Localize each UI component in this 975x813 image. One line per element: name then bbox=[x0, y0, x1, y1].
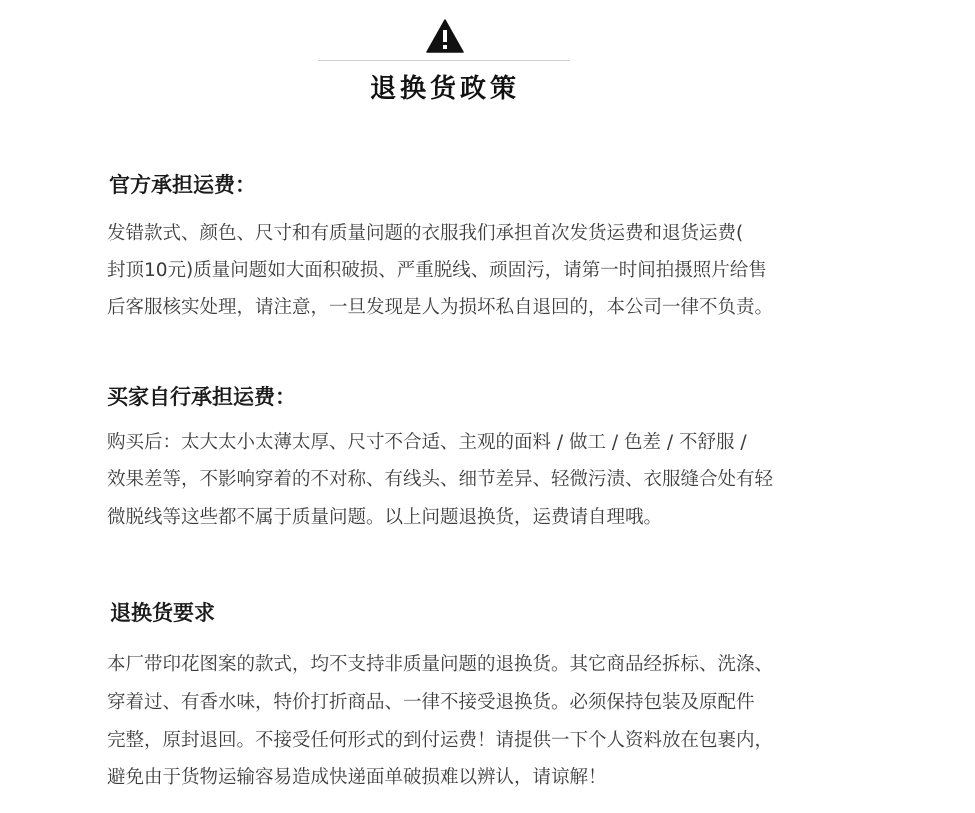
paragraph-line: 完整，原封退回。不接受任何形式的到付运费！请提供一下个人资料放在包裹内， bbox=[107, 730, 774, 751]
paragraph-line: 本厂带印花图案的款式，均不支持非质量问题的退换货。其它商品经拆标、洗涤、 bbox=[107, 654, 774, 675]
paragraph-line: 避免由于货物运输容易造成快递面单破损难以辨认，请谅解！ bbox=[107, 767, 607, 788]
section-heading-return-requirements: 退换货要求 bbox=[110, 601, 215, 625]
paragraph-line: 后客服核实处理，请注意，一旦发现是人为损坏私自退回的，本公司一律不负责。 bbox=[107, 297, 774, 318]
warning-icon bbox=[426, 19, 464, 53]
paragraph-line: 微脱线等这些都不属于质量问题。以上问题退换货，运费请自理哦。 bbox=[107, 507, 663, 528]
section-heading-buyer-shipping: 买家自行承担运费： bbox=[107, 385, 296, 409]
section-heading-official-shipping: 官方承担运费： bbox=[109, 173, 256, 197]
paragraph-line: 封顶10元)质量问题如大面积破损、严重脱线、顽固污，请第一时间拍摄照片给售 bbox=[107, 260, 767, 281]
paragraph-line: 发错款式、颜色、尺寸和有质量问题的衣服我们承担首次发货运费和退货运费( bbox=[107, 223, 744, 244]
paragraph-line: 购买后：太大太小太薄太厚、尺寸不合适、主观的面料 / 做工 / 色差 / 不舒服 / bbox=[107, 432, 747, 453]
page-title: 退换货政策 bbox=[369, 74, 520, 104]
header-divider bbox=[318, 60, 570, 61]
paragraph-line: 穿着过、有香水味，特价打折商品、一律不接受退换货。必须保持包装及原配件 bbox=[107, 692, 755, 713]
paragraph-line: 效果差等，不影响穿着的不对称、有线头、细节差异、轻微污渍、衣服缝合处有轻 bbox=[107, 469, 774, 490]
